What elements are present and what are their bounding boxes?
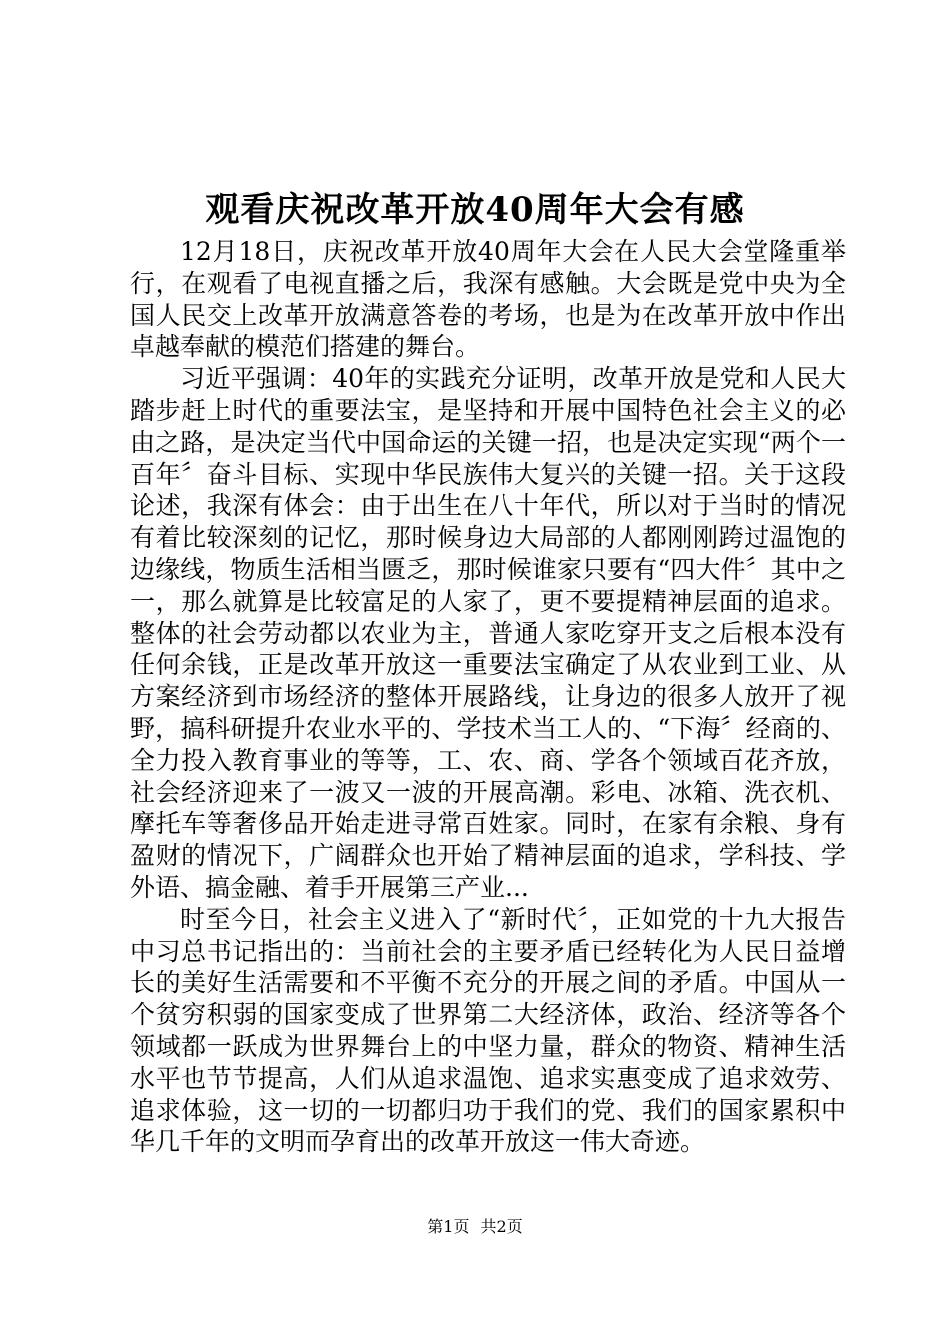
paragraph-2: 习近平强调：40年的实践充分证明，改革开放是党和人民大踏步赶上时代的重要法宝，是坚持和开展中国特色社会主义的必由之路，是决定当代中国命运的关键一招，也是决定实现“两个一百年〞奋斗目标、实现中华民族伟大复兴的关键一招。关于这段论述，我深有体会：由于出生在八十年代，所以对于当时的情况有着比较深刻的记忆，那时候身边大局部的人都刚刚跨过温饱的边缘线，物质生活相当匮乏，那时候谁家只要有“四大件〞其中之一，那么就算是比较富足的人家了，更不要提精神层面的追求。整体的社会劳动都以农业为主，普通人家吃穿开支之后根本没有任何余钱，正是改革开放这一重要法宝确定了从农业到工业、从方案经济到市场经济的整体开展路线，让身边的很多人放开了视野，搞科研提升农业水平的、学技术当工人的、“下海〞经商的、全力投入教育事业的等等，工、农、商、学各个领域百花齐放，社会经济迎来了一波又一波的开展高潮。彩电、冰箱、洗衣机、摩托车等奢侈品开始走进寻常百姓家。同时，在家有余粮、身有盈财的情况下，广阔群众也开始了精神层面的追求，学科技、学外语、搞金融、着手开展第三产业... — [130, 364, 846, 902]
paragraph-1: 12月18日，庆祝改革开放40周年大会在人民大会堂隆重举行，在观看了电视直播之后，我深有感触。大会既是党中央为全国人民交上改革开放满意答卷的考场，也是为在改革开放中作出卓越奉献的模范们搭建的舞台。 — [130, 237, 846, 362]
document-body — [130, 236, 846, 1158]
paragraph-3: 时至今日，社会主义进入了“新时代〞，正如党的十九大报告中习总书记指出的：当前社会的主要矛盾已经转化为人民日益增长的美好生活需要和不平衡不充分的开展之间的矛盾。中国从一个贫穷积弱的国家变成了世界第二大经济体，政治、经济等各个领域都一跃成为世界舞台上的中坚力量，群众的物资、精神生活水平也节节提高，人们从追求温饱、追求实惠变成了追求效劳、追求体验，这一切的一切都归功于我们的党、我们的国家累积中华几千年的文明而孕育出的改革开放这一伟大奇迹。 — [130, 904, 846, 1157]
page-number: 第1页 — [427, 1217, 470, 1236]
document-title: 观看庆祝改革开放40周年大会有感 — [205, 190, 745, 230]
page-footer — [0, 1215, 950, 1239]
page-total: 共2页 — [480, 1217, 523, 1236]
